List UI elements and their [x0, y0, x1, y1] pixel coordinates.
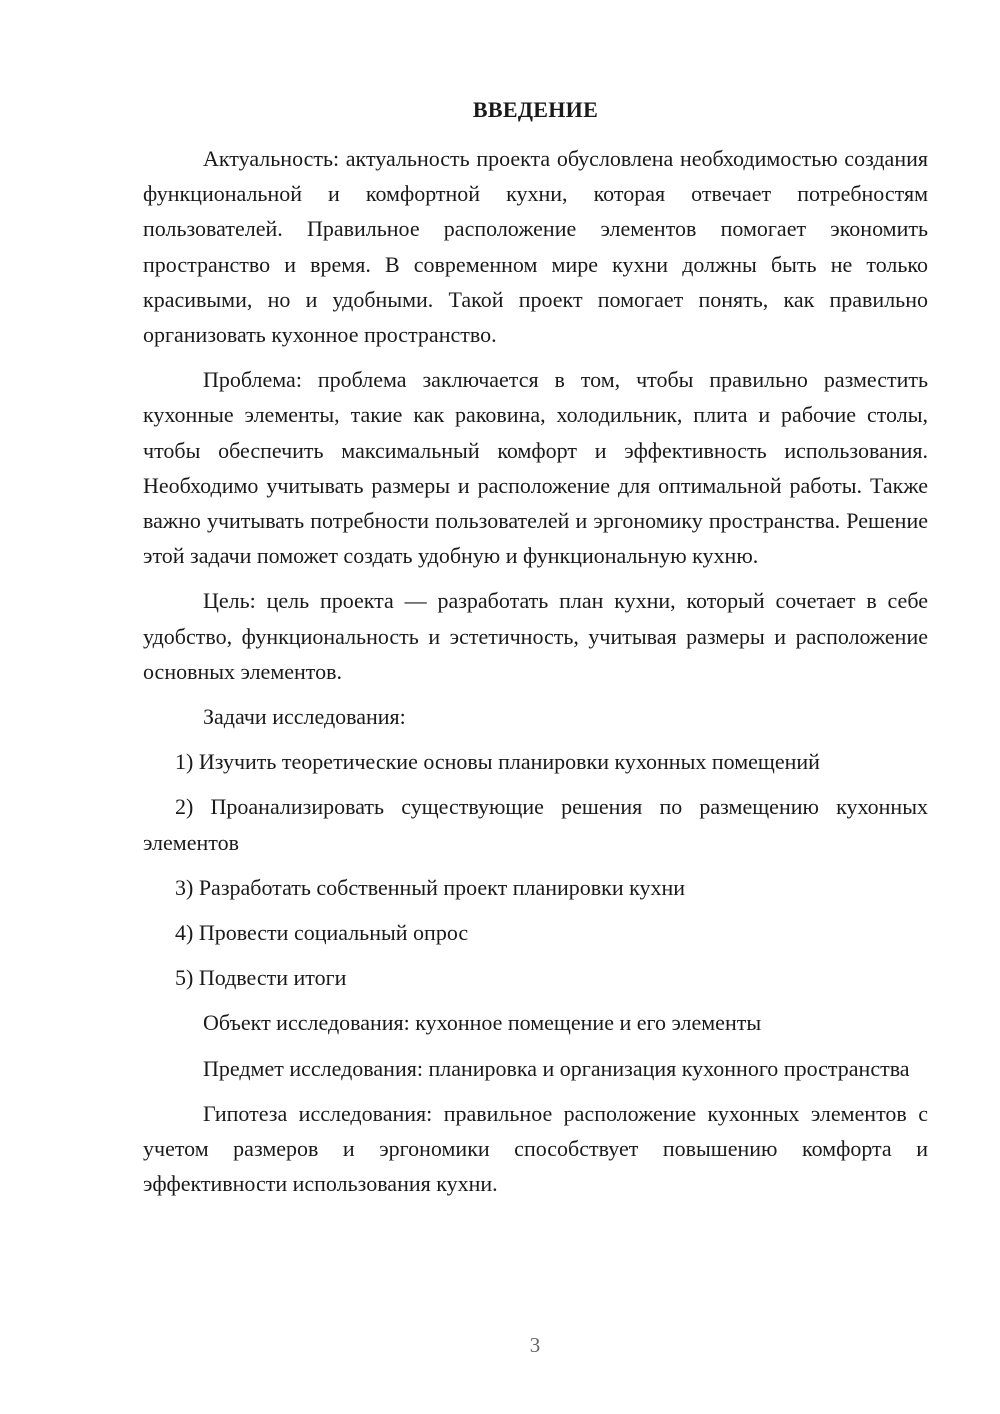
problem-paragraph: Проблема: проблема заключается в том, чтобы правильно разместить кухонные элементы, такие как раковина, холодильник, плита и рабочие столы, чтобы обеспечить максимальный комфорт и эффективность использования. Необходимо учитывать размеры и расположение для оптимальной работы. Также важно учитывать потребности пользователей и эргономику пространства. Решение этой задачи поможет создать удобную и функциональную кухню. — [143, 367, 928, 569]
task-item-3: 3) Разработать собственный проект планировки кухни — [175, 874, 686, 900]
task-item-2: 2) Проанализировать существующие решения по размещению кухонных элементов — [143, 794, 928, 855]
task-item-1: 1) Изучить теоретические основы планировки кухонных помещений — [175, 749, 820, 775]
relevance-paragraph: Актуальность: актуальность проекта обусловлена необходимостью создания функциональной и комфортной кухни, которая отвечает потребностям пользователей. Правильное расположение элементов помогает экономить пространство и время. В современном мире кухни должны быть не только красивыми, но и удобными. Такой проект помогает понять, как правильно организовать кухонное пространство. — [143, 146, 928, 348]
subject-paragraph: Предмет исследования: планировка и организация кухонного пространства — [203, 1055, 910, 1081]
goal-paragraph: Цель: цель проекта — разработать план кухни, который сочетает в себе удобство, функциональность и эстетичность, учитывая размеры и расположение основных элементов. — [143, 588, 928, 684]
document-page — [143, 92, 928, 1201]
section-title: ВВЕДЕНИЕ — [472, 97, 599, 122]
task-item-4: 4) Провести социальный опрос — [175, 920, 469, 946]
page-number: 3 — [529, 1333, 541, 1357]
task-item-5: 5) Подвести итоги — [175, 965, 347, 991]
object-paragraph: Объект исследования: кухонное помещение и его элементы — [203, 1010, 762, 1036]
hypothesis-paragraph: Гипотеза исследования: правильное расположение кухонных элементов с учетом размеров и эргономики способствует повышению комфорта и эффективности использования кухни. — [143, 1100, 928, 1197]
tasks-heading: Задачи исследования: — [203, 704, 406, 730]
